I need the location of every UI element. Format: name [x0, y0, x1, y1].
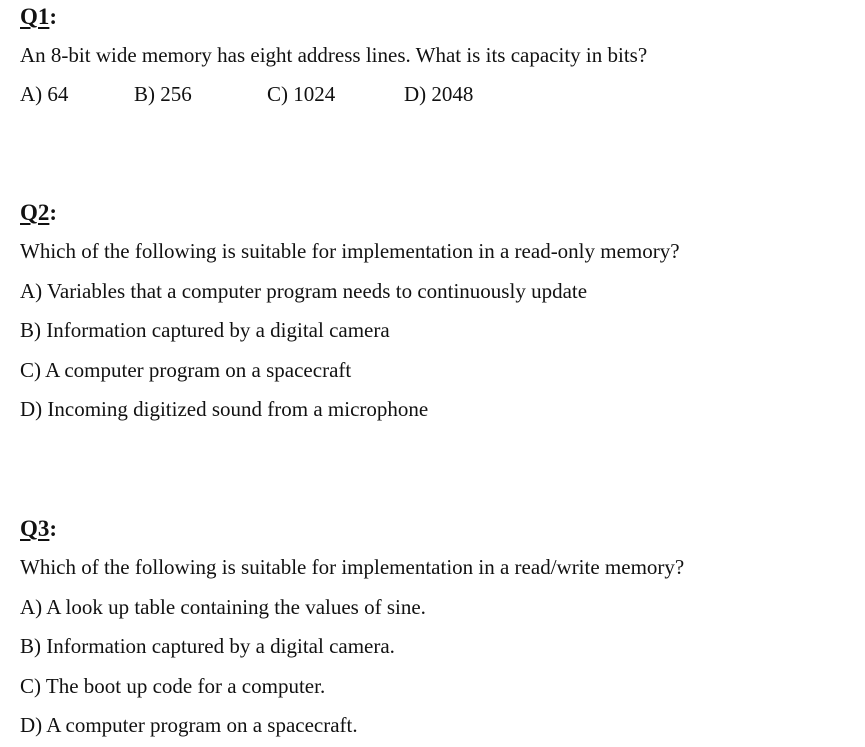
question-1-option-c: C) 1024 [267, 82, 336, 106]
question-3-option-a: A) A look up table containing the values of sine. [20, 595, 426, 619]
question-1-number: Q1 [20, 4, 50, 29]
question-3-option-d: D) A computer program on a spacecraft. [20, 713, 358, 737]
question-2-option-c: C) A computer program on a spacecraft [20, 358, 352, 382]
question-3-text: Which of the following is suitable for implementation in a read/write memory? [20, 555, 685, 579]
question-2-option-d: D) Incoming digitized sound from a microphone [20, 397, 429, 421]
question-1-text: An 8-bit wide memory has eight address lines. What is its capacity in bits? [20, 43, 648, 67]
question-3-option-c: C) The boot up code for a computer. [20, 674, 326, 698]
question-2-colon: : [49, 200, 58, 225]
question-2-number: Q2 [20, 200, 50, 225]
question-2-option-a: A) Variables that a computer program needs to continuously update [20, 279, 588, 303]
question-1-option-b: B) 256 [134, 82, 192, 106]
question-1-option-d: D) 2048 [404, 82, 474, 106]
question-3-colon: : [49, 516, 58, 541]
question-1-colon: : [49, 4, 58, 29]
question-1-heading [20, 4, 57, 30]
question-1-option-a: A) 64 [20, 82, 69, 106]
question-3-option-b: B) Information captured by a digital camera. [20, 634, 395, 658]
question-2-heading [20, 200, 57, 226]
question-2-text: Which of the following is suitable for implementation in a read-only memory? [20, 239, 680, 263]
question-3-heading [20, 516, 57, 542]
question-2-option-b: B) Information captured by a digital camera [20, 318, 390, 342]
question-3-number: Q3 [20, 516, 50, 541]
